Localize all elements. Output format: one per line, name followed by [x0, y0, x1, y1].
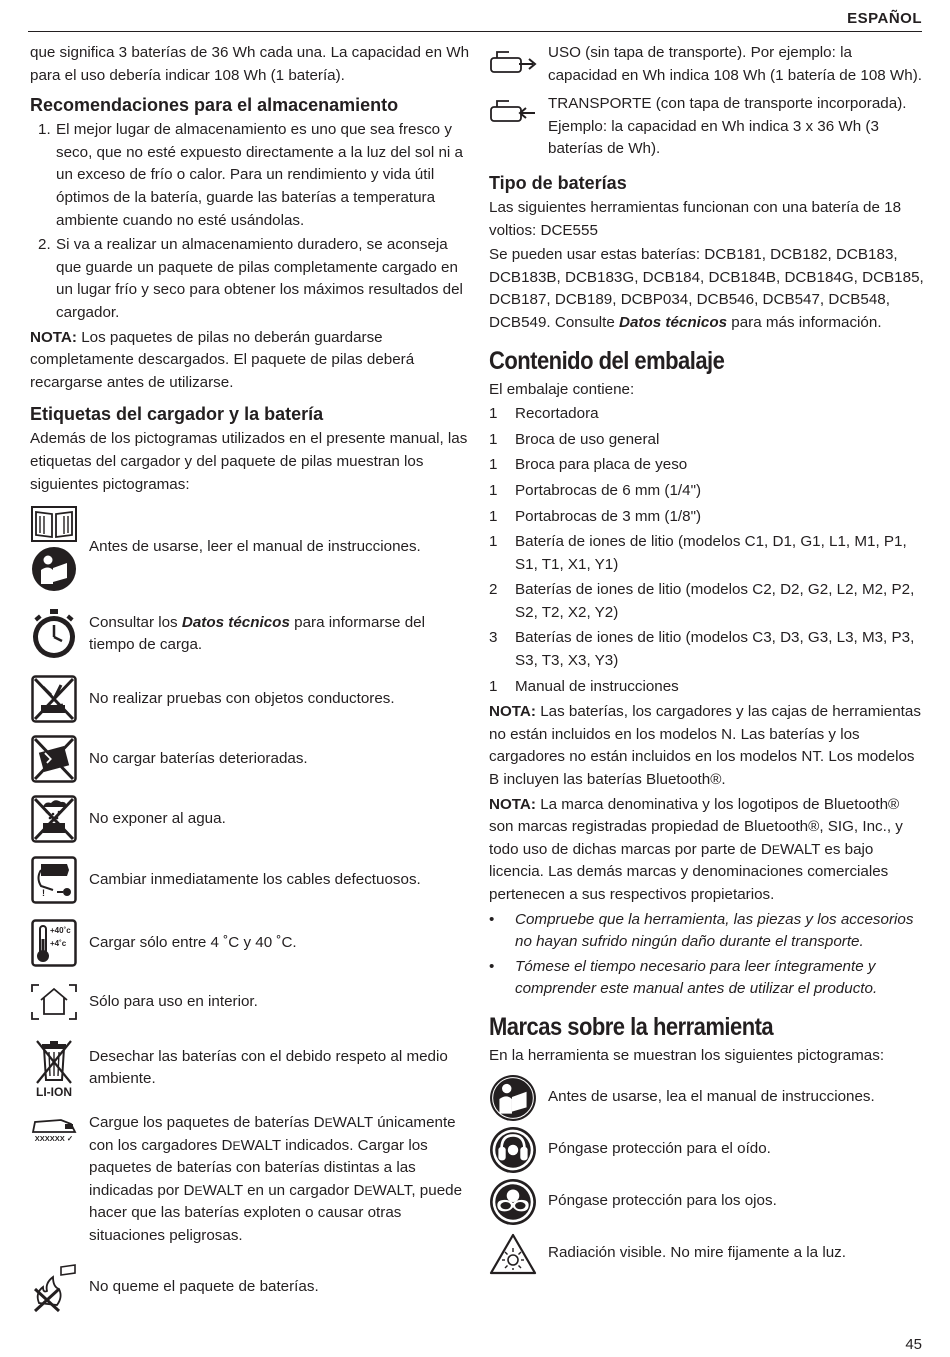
mark-ear — [489, 1124, 925, 1176]
labels-heading: Etiquetas del cargador y la batería — [30, 404, 324, 425]
ear-protection-icon — [489, 1126, 537, 1174]
uso-mark — [489, 42, 925, 89]
charger-battery-icon — [31, 1118, 77, 1134]
picto-burn — [30, 1260, 470, 1316]
list-item: • Compruebe que la herramienta, las piezas y los accesorios no hayan sufrido ningún daño durante el transporte. — [489, 910, 914, 951]
right-column — [489, 42, 925, 1280]
mark-radiation — [489, 1228, 925, 1280]
picto-damaged — [30, 730, 470, 788]
note-text: Los paquetes de pilas no deberán guardarse completamente descargados. El paquete de pilas deberá recargarse antes de utilizarse. — [30, 328, 415, 391]
mark-radiation-text: Radiación visible. No mire fijamente a la luz. — [548, 1244, 846, 1262]
mark-eye — [489, 1176, 925, 1228]
list-item: 1 Manual de instrucciones — [489, 677, 679, 695]
page-number: 45 — [905, 1336, 922, 1353]
storage-heading: Recomendaciones para el almacenamiento — [30, 95, 399, 116]
picto-charge-time — [30, 598, 470, 670]
header-rule — [28, 31, 922, 32]
li-ion-label: LI-ION — [36, 1084, 72, 1099]
list-item: 2 Baterías de iones de litio (modelos C2, D2, G2, L2, M2, P2, S2, T2, X2, Y2) — [489, 581, 915, 621]
temp-low-label: +4˚c — [50, 939, 67, 949]
open-book-icon — [31, 506, 77, 542]
package-intro: El embalaje contiene: — [489, 380, 635, 398]
package-note-1: NOTA: Las baterías, los cargadores y las cajas de herramientas no están incluidos en los modelos N. Las baterías y los cargadores no están incluidos en los modelos NT. Los modelos B incluyen las baterías Bluetooth®. — [489, 703, 921, 789]
temp-high-label: +40˚c — [50, 926, 71, 936]
package-bullets — [489, 909, 925, 1001]
list-item: 3 Baterías de iones de litio (modelos C3, D3, G3, L3, M3, P3, S3, T3, X3, Y3) — [489, 629, 915, 670]
picto-water — [30, 790, 470, 848]
list-item: 1 Broca de uso general — [489, 430, 660, 448]
battery-type-p2: Se pueden usar estas baterías: DCB181, DCB182, DCB183, DCB183B, DCB183G, DCB184, DCB184B, DCB184G, DCB185, DCB187, DCB189, DCBP034, DCB546, DCB547, DCB548, DCB549. Consulte Datos técnicos para más información. — [489, 246, 924, 331]
mark-read-manual — [489, 1072, 925, 1124]
package-list — [489, 403, 925, 698]
transporte-mark — [489, 93, 925, 163]
list-item: 1 Recortadora — [489, 405, 599, 423]
datos-tecnicos-ref: Datos técnicos — [619, 313, 728, 331]
transporte-text: TRANSPORTE (con tapa de transporte incorporada). Ejemplo: la capacidad en Wh indica 3 x 36 Wh (3 baterías de Wh). — [548, 95, 907, 158]
eye-protection-icon — [489, 1178, 537, 1226]
indoor-house-icon — [31, 984, 77, 1020]
storage-note — [30, 327, 470, 395]
stopwatch-icon — [31, 608, 77, 660]
list-item: 1 Portabrocas de 6 mm (1/4") — [489, 481, 702, 499]
picto-dispose-text: Desechar las baterías con el debido respeto al medio ambiente. — [89, 1047, 448, 1088]
list-item: 1 Broca para placa de yeso — [489, 456, 688, 474]
picto-damaged-text: No cargar baterías deterioradas. — [89, 749, 308, 767]
mark-read-text: Antes de usarse, lea el manual de instrucciones. — [548, 1088, 875, 1106]
storage-list — [30, 119, 470, 324]
picto-time-text: Consultar los Datos técnicos para informarse del tiempo de carga. — [89, 613, 425, 654]
battery-type-p1: Las siguientes herramientas funcionan con una batería de 18 voltios: DCE555 — [489, 198, 902, 239]
visible-radiation-warning-icon — [489, 1232, 537, 1276]
storage-item-text: El mejor lugar de almacenamiento es uno que sea fresco y seco, que no esté expuesto directamente a la luz del sol ni a un exceso de frío o calor. Para un rendimiento y vida útil óptimos de la batería, guarde las baterías a temperatura ambiente cuando no esté usándolas. — [56, 121, 463, 229]
picto-dispose — [30, 1032, 470, 1104]
battery-type-heading: Tipo de baterías — [489, 172, 627, 193]
picto-cables — [30, 850, 470, 910]
picto-indoor-text: Sólo para uso en interior. — [89, 992, 258, 1010]
header-language: ESPAÑOL — [847, 10, 922, 27]
datos-tecnicos-ref: Datos técnicos — [181, 613, 290, 631]
picto-temperature — [30, 912, 470, 974]
uso-text: USO (sin tapa de transporte). Por ejemplo: la capacidad en Wh indica 108 Wh (1 batería de 108 Wh). — [548, 44, 922, 84]
list-item: 1 Batería de iones de litio (modelos C1, D1, G1, L1, M1, P1, S1, T1, X1, Y1) — [489, 533, 907, 573]
reader-circle-icon — [31, 546, 77, 592]
picto-conductive — [30, 670, 470, 728]
picto-read-text: Antes de usarse, leer el manual de instrucciones. — [89, 537, 421, 555]
picto-conductive-text: No realizar pruebas con objetos conductores. — [89, 689, 395, 707]
picto-indoor — [30, 976, 470, 1028]
marks-heading: Marcas sobre la herramienta — [489, 1012, 774, 1041]
no-conductive-objects-icon — [31, 675, 77, 723]
picto-dewalt-text: Cargue los paquetes de baterías DEWALT únicamente con los cargadores DEWALT indicados. Cargar los paquetes de baterías con baterías distintas a las indicadas por DEWALT en un cargador DEWALT, puede hacer que las baterías exploten o causar otras situaciones peligrosas. — [89, 1114, 463, 1245]
labels-intro: Además de los pictogramas utilizados en el presente manual, las etiquetas del cargador y del paquete de pilas muestran los siguientes pictogramas: — [30, 430, 468, 493]
list-item: • Tómese el tiempo necesario para leer íntegramente y comprender este manual antes de utilizar el producto. — [489, 957, 878, 998]
storage-item — [30, 119, 470, 232]
intro-paragraph: que significa 3 baterías de 36 Wh cada una. La capacidad en Wh para el uso debería indicar 108 Wh (1 batería). — [30, 44, 470, 84]
no-burn-icon — [31, 1263, 77, 1313]
crossed-bin-icon — [34, 1038, 74, 1086]
read-manual-icons — [30, 506, 78, 592]
package-heading: Contenido del embalaje — [489, 346, 725, 375]
mark-eye-text: Póngase protección para los ojos. — [548, 1192, 777, 1210]
no-damaged-batteries-icon — [31, 735, 77, 783]
storage-item-number: 2. — [38, 236, 51, 254]
use-battery-arrow-icon — [489, 48, 537, 74]
list-item: 1 Portabrocas de 3 mm (1/8") — [489, 507, 702, 525]
model-code-label: XXXXXX ✓ — [34, 1134, 74, 1144]
storage-item — [30, 234, 470, 324]
svg-text:!: ! — [42, 888, 45, 899]
marks-intro: En la herramienta se muestran los siguientes pictogramas: — [489, 1046, 885, 1064]
storage-item-number: 1. — [38, 121, 51, 139]
picto-burn-text: No queme el paquete de baterías. — [89, 1278, 319, 1296]
picto-read-manual — [30, 506, 470, 592]
picto-cables-text: Cambiar inmediatamente los cables defectuosos. — [89, 870, 421, 888]
defective-cable-icon — [31, 856, 77, 904]
mark-ear-text: Póngase protección para el oído. — [548, 1140, 771, 1158]
package-note-2: NOTA: La marca denominativa y los logotipos de Bluetooth® son marcas registradas propiedad de Bluetooth®, SIG, Inc., y todo uso de dichas marcas por parte de DEWALT es bajo licencia. Las demás marcas y denominaciones comerciales pertenecen a sus respectivos propietarios. — [489, 795, 903, 903]
picto-temp-text: Cargar sólo entre 4 ˚C y 40 ˚C. — [89, 933, 297, 951]
picto-water-text: No exponer al agua. — [89, 809, 226, 827]
storage-item-text: Si va a realizar un almacenamiento duradero, se aconseja que guarde un paquete de pilas completamente cargado en un lugar frío y seco para obtener los máximos resultados del cargador. — [56, 236, 463, 321]
transport-battery-arrow-icon — [489, 97, 537, 123]
reader-circle-icon — [489, 1074, 537, 1122]
picto-dewalt-chargers — [30, 1112, 470, 1248]
note-label: NOTA: — [30, 328, 77, 346]
no-water-icon — [31, 795, 77, 843]
left-column — [30, 42, 470, 1316]
